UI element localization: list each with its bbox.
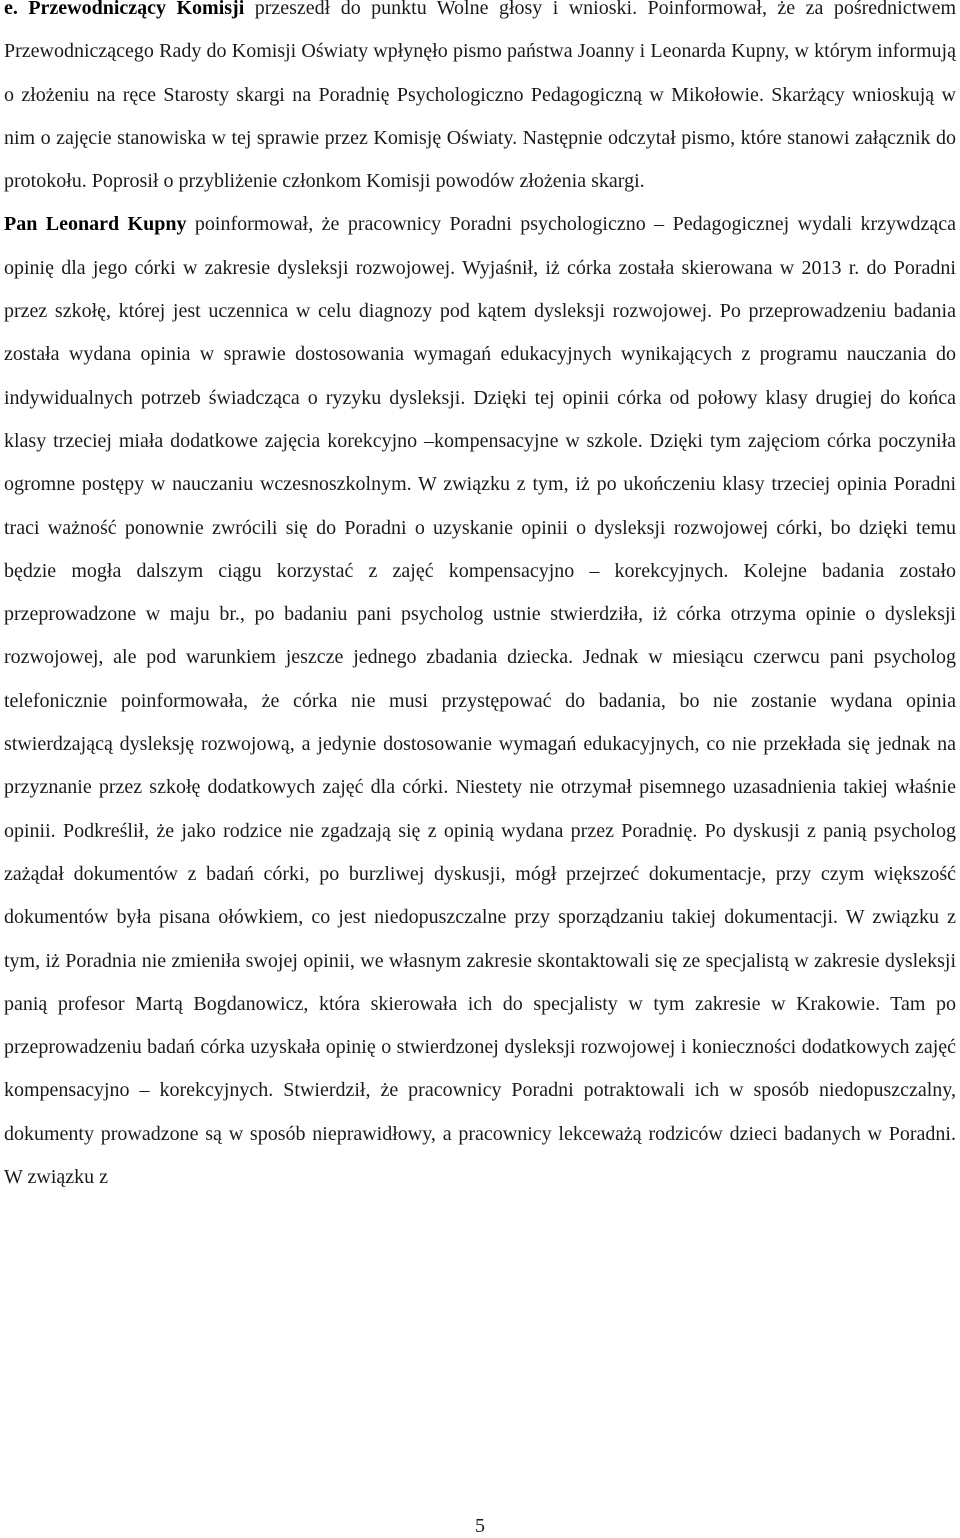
paragraph-lead-committee-chair: e. Przewodniczący Komisji [4,0,245,19]
page-number: 5 [475,1515,485,1537]
paragraph-leonard-kupny [4,203,956,1199]
paragraph-lead-leonard-kupny: Pan Leonard Kupny [4,213,187,236]
document-page [4,0,956,1199]
paragraph-body-committee-chair: przeszedł do punktu Wolne głosy i wnioski. Poinformował, że za pośrednictwem Przewodniczącego Rady do Komisji Oświaty wpłynęło pismo państwa Joanny i Leonarda Kupny, w którym informują o złożeniu na ręce Starosty skargi na Poradnię Psychologiczno Pedagogiczną w Mikołowie. Skarżący wnioskują w nim o zajęcie stanowiska w tej sprawie przez Komisję Oświaty. Następnie odczytał pismo, które stanowi załącznik do protokołu. Poprosił o przybliżenie członkom Komisji powodów złożenia skargi. [4,0,957,193]
paragraph-body-leonard-kupny: poinformował, że pracownicy Poradni psychologiczno – Pedagogicznej wydali krzywdząca opinię dla jego córki w zakresie dysleksji rozwojowej. Wyjaśnił, iż córka została skierowana w 2013 r. do Poradni przez szkołę, której jest uczennica w celu diagnozy pod kątem dysleksji rozwojowej. Po przeprowadzeniu badania została wydana opinia w sprawie dostosowania wymagań edukacyjnych wynikających z programu nauczania do indywidualnych potrzeb świadcząca o ryzyku dysleksji. Dzięki tej opinii córka od połowy klasy drugiej do końca klasy trzeciej miała dodatkowe zajęcia korekcyjno –kompensacyjne w szkole. Dzięki tym zajęciom córka poczyniła ogromne postępy w nauczaniu wczesnoszkolnym. W związku z tym, iż po ukończeniu klasy trzeciej opinia Poradni traci ważność ponownie zwrócili się do Poradni o uzyskanie opinii o dysleksji rozwojowej córki, bo dzięki temu będzie mogła dalszym ciągu korzystać z zajęć kompensacyjno – korekcyjnych. Kolejne badania zostało przeprowadzone w maju br., po badaniu pani psycholog ustnie stwierdziła, iż córka otrzyma opinie o dysleksji rozwojowej, ale pod warunkiem jeszcze jednego zbadania dziecka. Jednak w miesiącu czerwcu pani psycholog telefonicznie poinformowała, że córka nie musi przystępować do badania, bo nie zostanie wydana opinia stwierdzającą dysleksję rozwojową, a jedynie dostosowanie wymagań edukacyjnych, co nie przekłada się jednak na przyznanie przez szkołę dodatkowych zajęć dla córki. Niestety nie otrzymał pisemnego uzasadnienia takiej właśnie opinii. Podkreślił, że jako rodzice nie zgadzają się z opinią wydana przez Poradnię. Po dyskusji z panią psycholog zażądał dokumentów z badań córki, po burzliwej dyskusji, mógł przejrzeć dokumentacje, przy czym większość dokumentów była pisana ołówkiem, co jest niedopuszczalne przy sporządzaniu takiej dokumentacji. W związku z tym, iż Poradnia nie zmieniła swojej opinii, we własnym zakresie skontaktowali się ze specjalistą w zakresie dysleksji panią profesor Martą Bogdanowicz, która skierowała ich do specjalisty w tym zakresie w Krakowie. Tam po przeprowadzeniu badań córka uzyskała opinię o stwierdzonej dysleksji rozwojowej i konieczności dodatkowych zajęć kompensacyjno – korekcyjnych. Stwierdził, że pracownicy Poradni potraktowali ich w sposób niedopuszczalny, dokumenty prowadzone są w sposób nieprawidłowy, a pracownicy lekceważą rodziców dzieci badanych w Poradni. W związku z [4,213,956,1189]
paragraph-committee-chair [4,0,956,203]
